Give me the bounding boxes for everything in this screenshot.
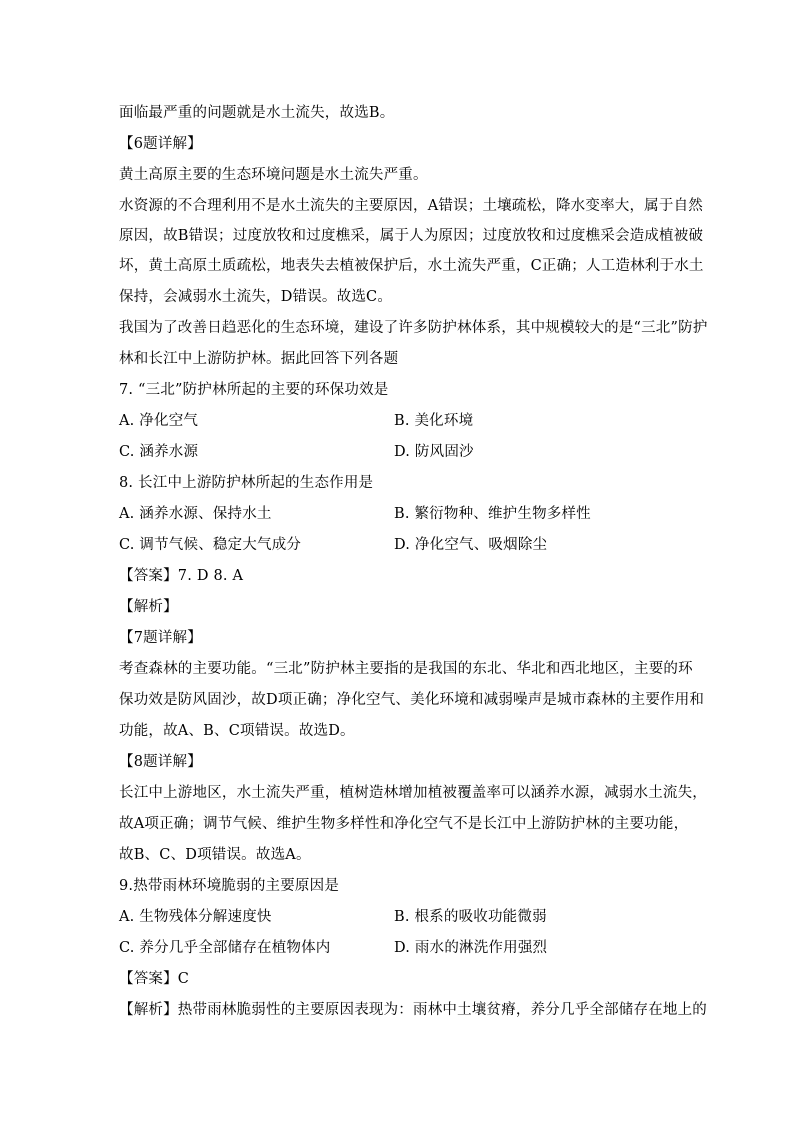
section-heading-7: 【7题详解】	[119, 630, 202, 646]
question-8-options-row-1	[119, 504, 679, 524]
answer-7-8: 【答案】7. D 8. A	[119, 568, 244, 584]
section-heading-8: 【8题详解】	[119, 754, 202, 770]
option-a: A. 净化空气	[119, 413, 199, 429]
text-line: 功能，故A、B、C项错误。故选D。	[119, 723, 355, 739]
option-a: A. 涵养水源、保持水土	[119, 506, 272, 522]
option-d: D. 雨水的淋洗作用强烈	[394, 940, 548, 956]
option-a: A. 生物残体分解速度快	[119, 909, 272, 925]
question-8-options-row-2	[119, 535, 679, 555]
option-c: C. 涵养水源	[119, 444, 199, 460]
analysis-9: 【解析】热带雨林脆弱性的主要原因表现为：雨林中土壤贫瘠，养分几乎全部储存在地上的	[119, 1002, 707, 1018]
text-line: 考查森林的主要功能。“三北”防护林主要指的是我国的东北、华北和西北地区，主要的环	[119, 661, 693, 677]
text-line: 故B、C、D项错误。故选A。	[119, 847, 311, 863]
text-line: 故A项正确；调节气候、维护生物多样性和净化空气不是长江中上游防护林的主要功能，	[119, 816, 689, 832]
question-9: 9.热带雨林环境脆弱的主要原因是	[119, 878, 340, 894]
option-c: C. 养分几乎全部储存在植物体内	[119, 940, 331, 956]
text-line: 保功效是防风固沙，故D项正确；净化空气、美化环境和减弱噪声是城市森林的主要作用和	[119, 692, 705, 708]
question-7-options-row-1	[119, 411, 679, 431]
question-9-options-row-1	[119, 907, 679, 927]
option-b: B. 繁衍物种、维护生物多样性	[394, 506, 591, 522]
text-line: 保持，会减弱水土流失，D错误。故选C。	[119, 289, 393, 305]
question-8: 8. 长江中上游防护林所起的生态作用是	[119, 475, 374, 491]
text-line: 林和长江中上游防护林。据此回答下列各题	[119, 351, 399, 367]
answer-9: 【答案】C	[119, 971, 190, 987]
question-7: 7. “三北”防护林所起的主要的环保功效是	[119, 382, 389, 398]
text-line: 长江中上游地区，水土流失严重，植树造林增加植被覆盖率可以涵养水源，减弱水土流失，	[119, 785, 707, 801]
text-line: 水资源的不合理利用不是水土流失的主要原因，A错误；土壤疏松，降水变率大，属于自然	[119, 198, 703, 214]
option-c: C. 调节气候、稳定大气成分	[119, 537, 302, 553]
option-d: D. 净化空气、吸烟除尘	[394, 537, 548, 553]
text-line: 黄土高原主要的生态环境问题是水土流失严重。	[119, 167, 428, 183]
analysis-heading: 【解析】	[119, 599, 178, 615]
question-9-options-row-2	[119, 938, 679, 958]
option-d: D. 防风固沙	[394, 444, 474, 460]
text-line: 我国为了改善日趋恶化的生态环境，建设了许多防护林体系，其中规模较大的是“三北”防护	[119, 320, 708, 336]
text-line: 面临最严重的问题就是水土流失，故选B。	[119, 105, 395, 121]
text-line: 坏，黄土高原土质疏松，地表失去植被保护后，水土流失严重，C正确；人工造林利于水土	[119, 258, 704, 274]
section-heading-6: 【6题详解】	[119, 136, 202, 152]
text-line: 原因，故B错误；过度放牧和过度樵采，属于人为原因；过度放牧和过度樵采会造成植被破	[119, 228, 704, 244]
option-b: B. 根系的吸收功能微弱	[394, 909, 547, 925]
question-7-options-row-2	[119, 442, 679, 462]
option-b: B. 美化环境	[394, 413, 474, 429]
